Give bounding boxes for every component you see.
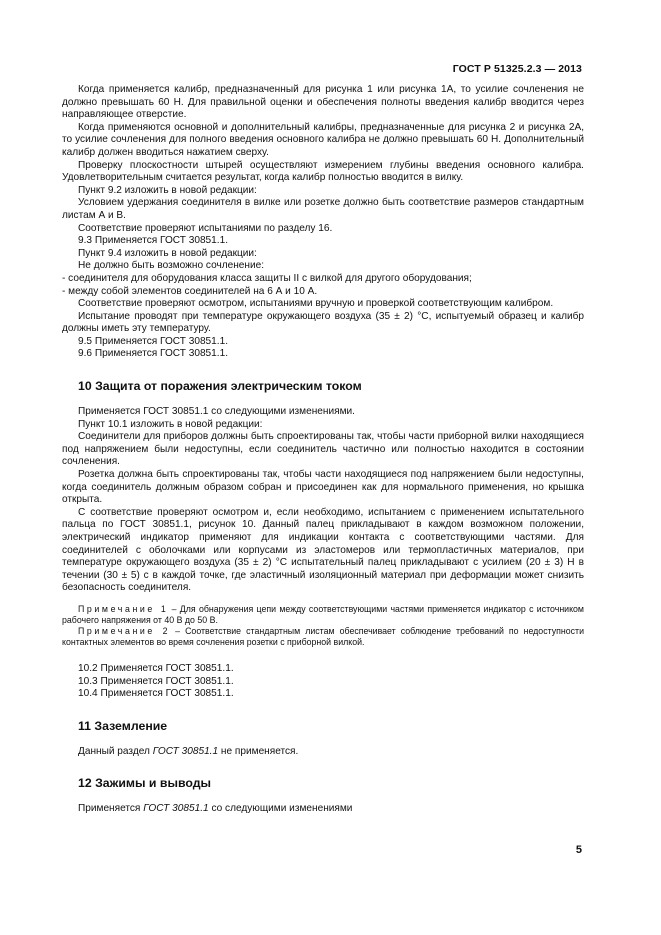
- page-content: [62, 84, 584, 816]
- paragraph: С соответствие проверяют осмотром и, если необходимо, испытанием с применением испытательного пальца по ГОСТ 30851.1, рисунок 10. Данный палец прикладывают в каждом возможном положении, электрический индикатор применяют для индикации контакта с соответствующими частями. Для соединителей с оболочками или корпусами из эластомеров или термопластичных материалов, при температуре окружающего воздуха (35 ± 2) °С испытательный палец прикладывают с усилием (20 ± 3) Н в течении (30 ± 5) с в каждой точке, где эластичный изоляционный материал при деформации может снизить безопасность соединителя.: [62, 506, 584, 594]
- paragraph: Розетка должна быть спроектированы так, чтобы части находящиеся под напряжением были недоступны, когда соединитель должным образом собран и присоединен как для нормального применения, но крышка открыта.: [62, 469, 584, 506]
- text: со следующими изменениями: [208, 803, 353, 815]
- paragraph: Проверку плоскостности штырей осуществляют измерением глубины введения основного калибра. Удовлетворительным считается результат, когда калибр полностью вводится в вилку.: [62, 159, 584, 184]
- note-1: [62, 604, 584, 626]
- note-text: – Соответствие стандартным листам обеспечивает соблюдение требований по недоступности контактных элементов во время сочленения розетки с приборной вилкой.: [62, 625, 584, 647]
- list-item: - между собой элементов соединителей на 6 А и 10 А.: [62, 285, 318, 297]
- paragraph: 10.2 Применяется ГОСТ 30851.1.: [78, 662, 234, 674]
- paragraph: Когда применяется калибр, предназначенный для рисунка 1 или рисунка 1А, то усилие сочленения не должно превышать 60 Н. Для правильной оценки и обеспечения полноты введения калибр вводится через направляющее отверстие.: [62, 84, 584, 121]
- page-number: 5: [575, 844, 582, 856]
- paragraph: Пункт 9.4 изложить в новой редакции:: [78, 247, 257, 259]
- paragraph: 10.4 Применяется ГОСТ 30851.1.: [78, 688, 234, 700]
- section-11-heading: 11 Заземление: [78, 718, 168, 733]
- paragraph: Испытание проводят при температуре окружающего воздуха (35 ± 2) °С, испытуемый образец и калибр должны иметь эту температуру.: [62, 310, 584, 335]
- paragraph: 10.3 Применяется ГОСТ 30851.1.: [78, 675, 234, 687]
- paragraph: Соответствие проверяют осмотром, испытаниями вручную и проверкой соответствующим калибром.: [78, 298, 554, 310]
- paragraph: Соединители для приборов должны быть спроектированы так, чтобы части приборной вилки находящиеся под напряжением были недоступны, если соединитель частично или полностью находится в состоянии сочленения.: [62, 431, 584, 468]
- document-header: ГОСТ Р 51325.2.3 — 2013: [452, 63, 582, 75]
- section-12-heading: 12 Зажимы и выводы: [78, 776, 212, 791]
- standard-reference: ГОСТ 30851.1: [143, 803, 209, 815]
- paragraph: 9.6 Применяется ГОСТ 30851.1.: [78, 348, 229, 360]
- list-item: - соединителя для оборудования класса защиты II с вилкой для другого оборудования;: [62, 272, 472, 284]
- note-text: – Для обнаружения цепи между соответствующими частями применяется индикатор с источником рабочего напряжения от 40 В до 50 В.: [62, 603, 584, 625]
- paragraph: Пункт 10.1 изложить в новой редакции:: [78, 418, 263, 430]
- note-2: [62, 626, 584, 648]
- paragraph: Применяется ГОСТ 30851.1 со следующими изменениями.: [78, 406, 355, 418]
- paragraph: [62, 746, 584, 759]
- paragraph: Соответствие проверяют испытаниями по разделу 16.: [78, 222, 333, 234]
- section-10-heading: 10 Защита от поражения электрическим током: [78, 379, 362, 394]
- paragraph: Условием удержания соединителя в вилке или розетке должно быть соответствие размеров стандартным листам А и В.: [62, 197, 584, 221]
- paragraph: Пункт 9.2 изложить в новой редакции:: [78, 184, 257, 196]
- text: Данный раздел: [78, 745, 153, 757]
- paragraph: [62, 803, 584, 816]
- note-label: Примечание 2: [78, 625, 171, 636]
- paragraph: Когда применяются основной и дополнительный калибры, предназначенные для рисунка 2 и рисунка 2А, то усилие сочленения для полного введения основного калибра не должно превышать 60 Н. Дополнительный калибр должен вводиться нажатием сверху.: [62, 121, 584, 158]
- note-label: Примечание 1: [78, 603, 169, 614]
- paragraph: 9.5 Применяется ГОСТ 30851.1.: [78, 335, 229, 347]
- standard-reference: ГОСТ 30851.1: [152, 745, 219, 757]
- paragraph: Не должно быть возможно сочленение:: [78, 260, 265, 272]
- text: Применяется: [78, 803, 144, 815]
- paragraph: 9.3 Применяется ГОСТ 30851.1.: [78, 235, 229, 247]
- notes-block: [62, 604, 584, 648]
- text: не применяется.: [218, 745, 299, 757]
